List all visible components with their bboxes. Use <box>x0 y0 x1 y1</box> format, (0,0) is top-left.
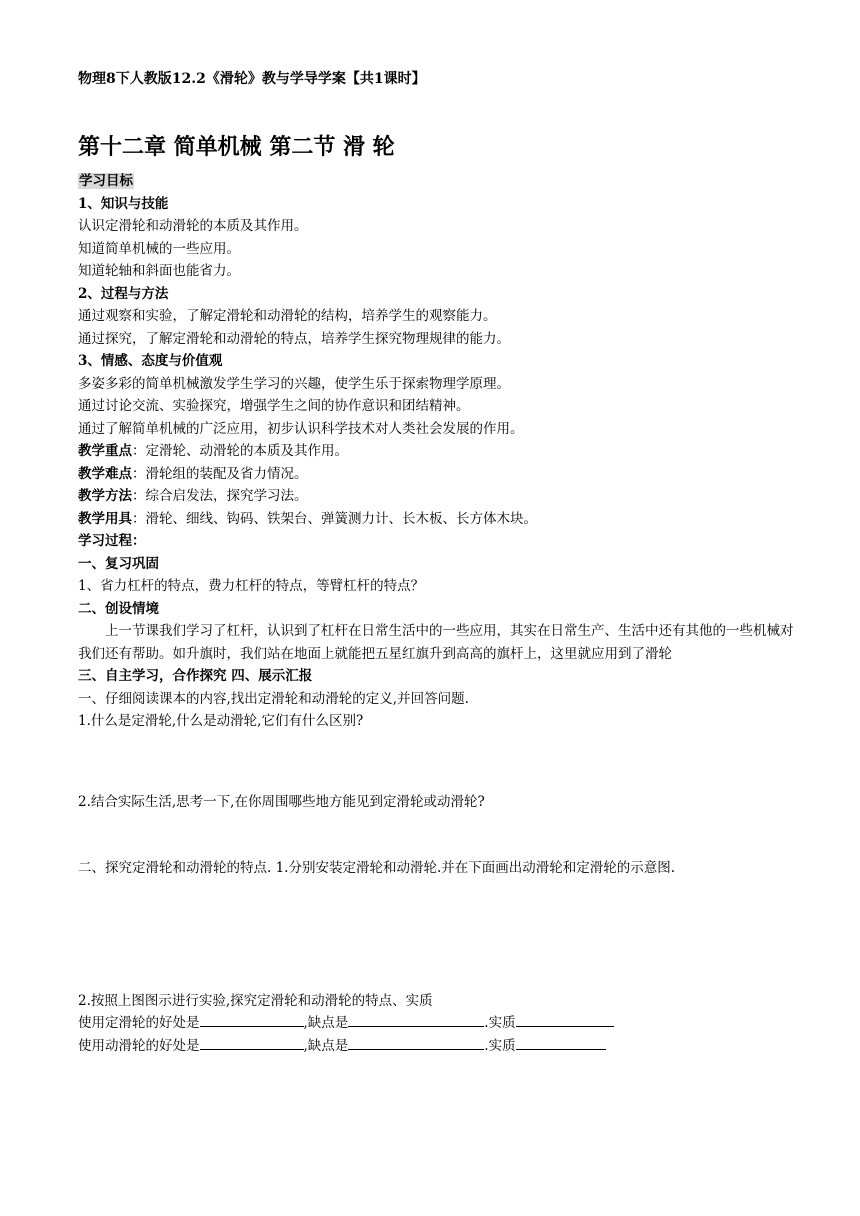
situation-heading: 二、创设情境 <box>78 600 159 617</box>
movable-pulley-fill: 使用动滑轮的好处是 ,缺点是 .实质 <box>78 1035 798 1058</box>
fixed-pulley-fill: 使用定滑轮的好处是 ,缺点是 .实质 <box>78 1012 798 1035</box>
objective-line: 通过探究，了解定滑轮和动滑轮的特点，培养学生探究物理规律的能力。 <box>78 330 510 347</box>
document-body <box>78 170 798 1057</box>
objective-line: 通过了解简单机械的广泛应用，初步认识科学技术对人类社会发展的作用。 <box>78 420 524 437</box>
teaching-tools: 教学用具：滑轮、细线、钩码、铁架台、弹簧测力计、长木板、长方体木块。 <box>78 510 537 527</box>
objective-line: 通过观察和实验，了解定滑轮和动滑轮的结构，培养学生的观察能力。 <box>78 308 497 324</box>
review-heading: 一、复习巩固 <box>78 555 159 572</box>
question-1: 1.什么是定滑轮,什么是动滑轮,它们有什么区别? <box>78 713 364 729</box>
teaching-method: 教学方法：综合启发法，探究学习法。 <box>78 488 308 504</box>
objective-line: 认识定滑轮和动滑轮的本质及其作用。 <box>78 218 308 234</box>
fill-blank[interactable] <box>516 1012 614 1027</box>
fill-blank[interactable] <box>516 1035 606 1050</box>
drawing-space[interactable] <box>78 880 798 990</box>
objective-line: 多姿多彩的简单机械激发学生学习的兴趣，使学生乐于探索物理学原理。 <box>78 375 510 392</box>
self-study-intro: 一、仔细阅读课本的内容,找出定滑轮和动滑轮的定义,并回答问题. <box>78 690 469 707</box>
fill-blank[interactable] <box>200 1012 304 1027</box>
fill-blank[interactable] <box>200 1035 304 1050</box>
self-study-heading: 三、自主学习，合作探究 四、展示汇报 <box>78 668 313 684</box>
chapter-title: 第十二章 简单机械 第二节 滑 轮 <box>78 134 395 160</box>
process-title: 学习过程： <box>78 533 146 549</box>
objective-line: 知道简单机械的一些应用。 <box>78 240 240 257</box>
section-attitude-title: 3、情感、态度与价值观 <box>78 353 223 369</box>
fill-blank[interactable] <box>348 1035 484 1050</box>
situation-paragraph: 上一节课我们学习了杠杆，认识到了杠杆在日常生活中的一些应用，其实在日常生产、生活中还有其他的一些机械对我们还有帮助。如升旗时，我们站在地面上就能把五星红旗升到高高的旗杆上，这里就应用到了滑轮 <box>78 623 794 662</box>
objective-line: 通过讨论交流、实验探究，增强学生之间的协作意识和团结精神。 <box>78 398 470 414</box>
answer-space[interactable] <box>78 813 798 857</box>
explore-instruction: 二、探究定滑轮和动滑轮的特点. 1.分别安装定滑轮和动滑轮.并在下面画出动滑轮和定滑轮的示意图. <box>78 860 676 876</box>
objectives-heading: 学习目标 <box>79 173 133 189</box>
section-process-title: 2、过程与方法 <box>78 285 169 302</box>
difficulty: 教学难点：滑轮组的装配及省力情况。 <box>78 465 308 482</box>
document-header: 物理8下人教版12.2《滑轮》教与学导学案【共1课时】 <box>78 71 426 87</box>
section-knowledge-title: 1、知识与技能 <box>78 195 169 212</box>
objective-line: 知道轮轴和斜面也能省力。 <box>78 263 240 279</box>
key-point: 教学重点：定滑轮、动滑轮的本质及其作用。 <box>78 443 348 459</box>
question-3: 2.按照上图图示进行实验,探究定滑轮和动滑轮的特点、实质 <box>78 992 433 1009</box>
question-2: 2.结合实际生活,思考一下,在你周围哪些地方能见到定滑轮或动滑轮? <box>78 793 485 810</box>
answer-space[interactable] <box>78 733 798 791</box>
review-question: 1、省力杠杆的特点，费力杠杆的特点，等臂杠杆的特点？ <box>78 578 425 594</box>
fill-blank[interactable] <box>348 1012 484 1027</box>
